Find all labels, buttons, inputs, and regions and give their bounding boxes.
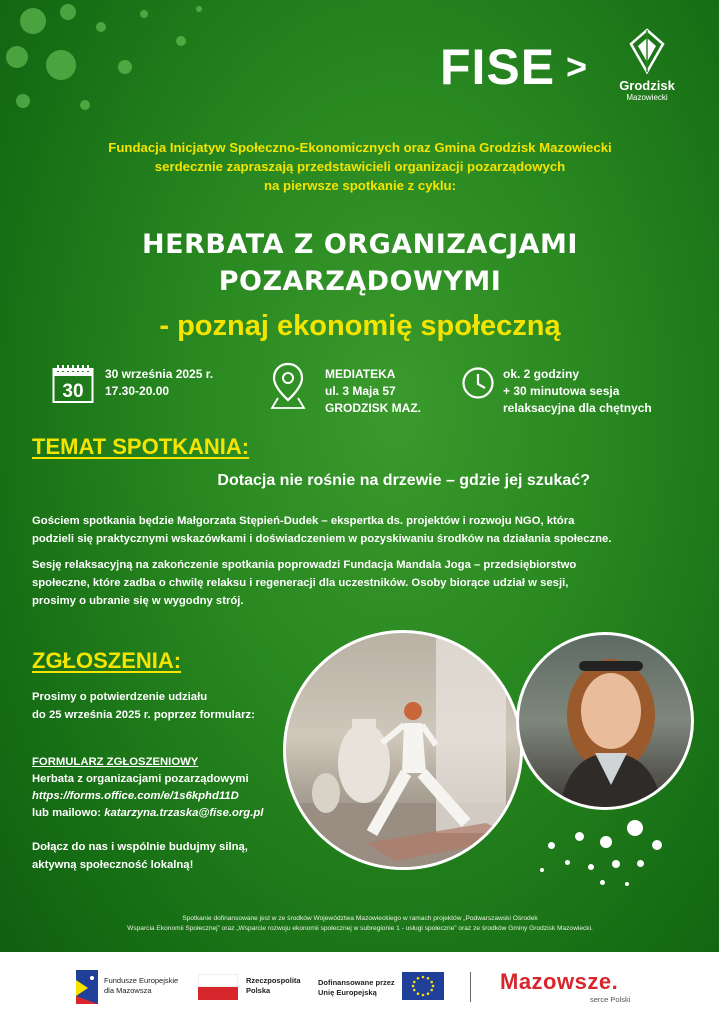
decor-dot <box>20 8 46 34</box>
fe-logo-text <box>104 976 178 996</box>
decor-white-dot <box>600 880 605 885</box>
email-prefix: lub mailowo: <box>32 807 105 819</box>
rp-line: Rzeczpospolita <box>246 976 301 985</box>
registration-heading: ZGŁOSZENIA: <box>32 648 182 673</box>
paragraph-line: społeczne, które zadba o chwilę relaksu i regeneracji dla uczestników. Osoby biorące udział w sesji, <box>32 577 569 589</box>
place-line: MEDIATEKA <box>325 367 396 381</box>
form-link[interactable]: https://forms.office.com/e/1s6kphd11D <box>32 790 239 802</box>
logo-divider <box>470 972 471 1002</box>
form-heading: FORMULARZ ZGŁOSZENIOWY <box>32 756 199 768</box>
decor-dot <box>196 6 202 12</box>
decor-white-dot <box>625 882 629 886</box>
title-line: POZARZĄDOWYMI <box>218 266 502 297</box>
decor-white-dot <box>652 840 662 850</box>
decor-white-dot <box>575 832 584 841</box>
fe-line: Fundusze Europejskie <box>104 976 179 985</box>
paragraph-line: podzieli się praktycznymi wskazówkami i doświadczeniem w pozyskiwaniu środków na działania społeczne. <box>32 533 612 545</box>
decor-white-dot <box>540 868 544 872</box>
decor-dot <box>140 10 148 18</box>
form-info <box>32 754 322 822</box>
decor-dot <box>80 100 90 110</box>
funding-line: Wsparcia Ekonomii Społecznej” oraz „Wsparcie rozwoju ekonomii społecznej w subregionie 1 - usługi społeczne” oraz ze środków Gminy Grodzisk Mazowiecki. <box>127 925 593 932</box>
place-line: GRODZISK MAZ. <box>325 401 421 415</box>
intro-line: serdecznie zapraszają przedstawicieli organizacji pozarządowych <box>154 159 566 174</box>
rp-line: Polska <box>246 986 271 995</box>
registration-intro <box>32 688 312 724</box>
rp-logo-text <box>246 976 301 996</box>
event-title <box>40 226 680 300</box>
decor-white-dot <box>600 836 612 848</box>
mazowsze-logo: Mazowsze. <box>500 969 619 994</box>
registration-line: do 25 września 2025 r. poprzez formularz: <box>32 709 255 721</box>
funding-line: Spotkanie dofinansowane jest w ze środków Województwa Mazowieckiego w ramach projektów „Podwarszawski Ośrodek <box>182 915 538 922</box>
intro-line: Fundacja Inicjatyw Społeczno-Ekonomicznych oraz Gmina Grodzisk Mazowiecki <box>108 140 612 155</box>
fundusze-europejskie-icon <box>76 970 98 1004</box>
date-line: 30 września 2025 r. <box>105 367 214 381</box>
decor-white-dot <box>627 820 643 836</box>
location-pin-icon <box>270 362 306 410</box>
invitation-intro <box>40 138 680 195</box>
closing-line: aktywną społeczność lokalną! <box>32 859 194 871</box>
title-line: HERBATA Z ORGANIZACJAMI <box>142 229 578 260</box>
decor-dot <box>118 60 132 74</box>
portrait-figure <box>519 635 694 810</box>
eu-logo-text <box>318 978 395 998</box>
intro-line: na pierwsze spotkanie z cyklu: <box>263 178 457 193</box>
yoga-figure <box>286 633 523 870</box>
clock-icon <box>461 366 495 400</box>
relaxation-paragraph <box>32 556 692 610</box>
decor-white-dot <box>612 860 620 868</box>
topic-heading: TEMAT SPOTKANIA: <box>32 434 250 459</box>
guest-paragraph <box>32 512 692 548</box>
email-line <box>32 805 322 822</box>
grodzisk-emblem-icon <box>627 28 667 74</box>
closing-text <box>32 838 322 874</box>
decor-white-dot <box>548 842 555 849</box>
event-date <box>105 366 213 400</box>
decor-dot <box>6 46 28 68</box>
place-line: ul. 3 Maja 57 <box>325 384 396 398</box>
duration-line: + 30 minutowa sesja <box>503 384 620 398</box>
calendar-icon <box>52 364 94 404</box>
paragraph-line: prosimy o ubranie się w wygodny strój. <box>32 595 244 607</box>
closing-line: Dołącz do nas i wspólnie budujmy silną, <box>32 841 248 853</box>
grodzisk-logo <box>612 28 682 102</box>
fe-line: dla Mazowsza <box>104 986 152 995</box>
decor-dot <box>60 4 76 20</box>
calendar-day: 30 <box>62 381 84 402</box>
grodzisk-name: Grodzisk <box>619 78 675 93</box>
eu-line: Dofinansowane przez <box>318 978 395 987</box>
duration-line: relaksacyjna dla chętnych <box>503 401 652 415</box>
decor-dot <box>16 94 30 108</box>
decor-dot <box>46 50 76 80</box>
mazowsze-tagline: serce Polski <box>590 995 631 1004</box>
event-place <box>325 366 421 417</box>
email-link[interactable]: katarzyna.trzaska@fise.org.pl <box>104 807 264 819</box>
form-name: Herbata z organizacjami pozarządowymi <box>32 773 249 785</box>
event-duration <box>503 366 652 417</box>
grodzisk-subtitle: Mazowiecki <box>626 93 668 102</box>
event-subtitle: - poznaj ekonomię społeczną <box>159 310 561 342</box>
decor-white-dot <box>565 860 570 865</box>
yoga-photo <box>283 630 523 870</box>
topic-question <box>40 472 685 490</box>
paragraph-line: Gościem spotkania będzie Małgorzata Stępień-Dudek – ekspertka ds. projektów i rozwoju NGO, która <box>32 515 575 527</box>
guest-portrait-photo <box>516 632 694 810</box>
decor-white-dot <box>637 860 644 867</box>
time-range: 17.30-20.00 <box>105 384 170 398</box>
decor-dot <box>96 22 106 32</box>
fise-logo-arrow: > <box>566 46 588 87</box>
eu-flag-icon <box>402 972 444 1000</box>
decor-white-dot <box>588 864 594 870</box>
decor-dot <box>176 36 186 46</box>
fise-logo: FISE <box>440 39 556 95</box>
polish-flag-icon <box>198 974 238 1000</box>
funding-note <box>40 914 680 934</box>
topic-question-text: Dotacja nie rośnie na drzewie – gdzie jej szukać? <box>217 472 590 489</box>
eu-line: Unię Europejską <box>318 988 377 997</box>
paragraph-line: Sesję relaksacyjną na zakończenie spotkania poprowadzi Fundacja Mandala Joga – przedsiębiorstwo <box>32 559 577 571</box>
registration-line: Prosimy o potwierdzenie udziału <box>32 691 208 703</box>
sponsor-logo-bar <box>0 952 719 1024</box>
duration-line: ok. 2 godziny <box>503 367 580 381</box>
